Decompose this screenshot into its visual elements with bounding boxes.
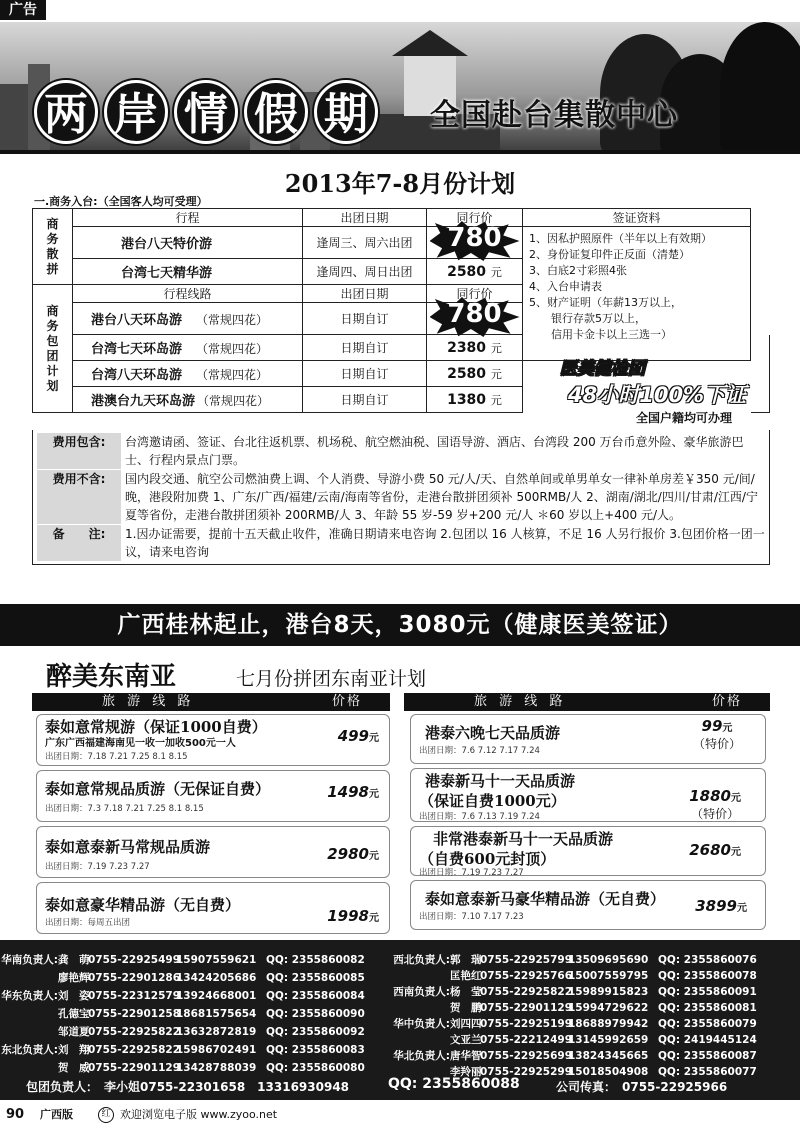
contact-row: 廖艳辉0755-2290128613424205686 QQ: 2355860085 — [58, 972, 365, 984]
visa-doc-item: 5、财产证明（年薪13万以上， — [529, 296, 682, 309]
contact-row: 贺 威0755-2290112913428788039 QQ: 2355860080 — [58, 1062, 365, 1074]
page-footer — [0, 1103, 800, 1126]
tour-card: 非常港泰新马十一天品质游 （自费600元封顶） 出团日期：7.19 7.23 7.27 2680元 — [410, 826, 766, 876]
header-date: 出团日期 — [303, 285, 427, 303]
hero-title-char: 假 — [244, 80, 308, 144]
section-note: 一.商务入台:（全国客人均可受理） — [34, 195, 208, 208]
publisher-logo: 红 — [98, 1107, 114, 1123]
contact-row: 李羚丽0755-2292529915018504908 QQ: 2355860077 — [450, 1066, 757, 1078]
price-burst: 780 — [427, 303, 523, 335]
contacts-panel: 华南负责人:龚 萌0755-2292549915907559621 QQ: 2355860082 廖艳辉0755-2290128613424205686 QQ: 2355860085 华东负责人:刘 姿0755-2231257913924668001 QQ: 2355860084 孔德宝0755-2290125818681575654 QQ: 2355860090 邹道夏0755-2292582213632872819 QQ: 2355860092 东北负责人:刘 翔0755-2292582215986702491 QQ: 2355860083 贺 威0755-2290112913428788039 QQ: 2355860080 西北负责人:郭 瑞0755-2292579913509695690 QQ: 2355860076 匡艳红0755-2292576615007559795 QQ: 2355860078 西南负责人:杨 莹0755-2292582215989915823 QQ: 2355860091 贺 鹏0755-2290112915994729622 QQ: 2355860081 华中负责人:刘四四0755-2292519918688979942 QQ: 2355860079 文亚兰0755-2221249913145992659 QQ: 2419445124 华北负责人:唐华智0755-2292569913824345665 QQ: 2355860087 李羚丽0755-2292529915018504908 QQ: 2355860077 包团负责人： 李小姐0755-22301658 13316930948 QQ: 2355860088 公司传真： 0755-22925966 — [0, 940, 800, 1100]
contact-row: 华北负责人:唐华智0755-2292569913824345665 QQ: 2355860087 — [393, 1050, 757, 1062]
contact-row: 贺 鹏0755-2290112915994729622 QQ: 2355860081 — [450, 1002, 757, 1014]
memorial-roof — [392, 30, 468, 56]
footer-website-text: 欢迎浏览电子版 www.zyoo.net — [120, 1108, 278, 1121]
sea-subtitle: 七月份拼团东南亚计划 — [236, 668, 427, 690]
hero-title-char: 期 — [314, 80, 378, 144]
contact-row: 西北负责人:郭 瑞0755-2292579913509695690 QQ: 2355860076 — [393, 954, 757, 966]
price-cell: 1380 元 — [427, 387, 523, 413]
plan-title: 2013年7-8月份计划 — [284, 169, 516, 198]
price-cell: 2580 元 — [427, 361, 523, 387]
header-visa: 签证资料 — [523, 209, 751, 227]
date-cell: 逢周三、周六出团 — [303, 227, 427, 259]
visa-docs — [523, 227, 751, 361]
fee-included: 费用包含: 台湾邀请函、签证、台北往返机票、机场税、航空燃油税、国语导游、酒店、台湾段 200 万台币意外险、豪华旅游巴士、行程内景点门票。 — [37, 433, 765, 469]
route-cell: 港台八天特价游 — [73, 227, 303, 259]
visa-doc-item: 银行存款5万以上， — [551, 312, 646, 325]
contact-row: 邹道夏0755-2292582213632872819 QQ: 2355860092 — [58, 1026, 365, 1038]
price-cell: 2380 元 — [427, 335, 523, 361]
date-cell: 日期自订 — [303, 303, 427, 335]
date-cell: 日期自订 — [303, 335, 427, 361]
hero-title-char: 情 — [174, 80, 238, 144]
price-burst: 780 — [427, 227, 523, 259]
medical-visa-badge: 医美健检团 48小时100%下证 全国户籍均可办理 — [560, 359, 747, 425]
guangxi-promo-bar: 广西桂林起止，港台8天，3080元（健康医美签证） — [0, 604, 800, 646]
tour-card: 泰如意泰新马常规品质游 出团日期：7.19 7.23 7.27 2980元 — [36, 826, 390, 878]
contact-row: 华南负责人:龚 萌0755-2292549915907559621 QQ: 2355860082 — [1, 954, 365, 966]
header-date: 出团日期 — [303, 209, 427, 227]
tour-card: 泰如意常规游（保证1000自费） 广东广西福建海南见一收一加收500元一人 出团日期：7.18 7.21 7.25 8.1 8.15 499元 — [36, 714, 390, 766]
contact-row: 文亚兰0755-2221249913145992659 QQ: 2419445124 — [450, 1034, 757, 1046]
header-price: 同行价 — [427, 285, 523, 303]
category-business-group: 商 务 包 团 计 划 — [33, 285, 73, 413]
fees-section — [32, 430, 770, 565]
tour-card: 泰如意常规品质游（无保证自费） 出团日期：7.3 7.18 7.21 7.25 8.1 8.15 1498元 — [36, 770, 390, 822]
hero-title-char: 岸 — [104, 80, 168, 144]
visa-doc-item: 4、入台申请表 — [529, 280, 602, 293]
hero-title-char: 两 — [34, 80, 98, 144]
sea-left-header: 旅 游 线 路 价格 — [32, 693, 390, 711]
category-business-scatter: 商 务 散 拼 — [33, 209, 73, 285]
hero-subtitle: 全国赴台集散中心 — [430, 98, 678, 133]
ad-tag: 广告 — [0, 0, 46, 20]
price-cell: 2580 元 — [427, 259, 523, 285]
tour-card: 泰如意豪华精品游（无自费） 出团日期：每周五出团 1998元 — [36, 882, 390, 934]
contact-row: 东北负责人:刘 翔0755-2292582215986702491 QQ: 2355860083 — [1, 1044, 365, 1056]
visa-doc-item: 2、身份证复印件正反面（清楚） — [529, 248, 690, 261]
route-cell: 台湾七天环岛游 （常规四花） — [73, 335, 303, 361]
fee-excluded: 费用不含: 国内段交通、航空公司燃油费上调、个人消费、导游小费 50 元/人/天、自然单间或单男单女一律补单房差￥350 元/间/晚，港段附加费 1、广东/广西/福建/云南/海南等省份，走港台散拼团须补 500RMB/人 2、湖南/湖北/四川/甘肃/江西/宁夏等省份，走港台散拼团须补 200RMB/人 3、年龄 55 岁-59 岁+200 元/人 ＊60 岁以上+400 元/人。 — [37, 470, 765, 524]
route-cell: 台湾七天精华游 — [73, 259, 303, 285]
visa-doc-item: 1、因私护照原件（半年以上有效期） — [529, 232, 712, 245]
route-cell: 港澳台九天环岛游 （常规四花） — [73, 387, 303, 413]
fee-remark: 备 注: 1.因办证需要，提前十五天截止收件，准确日期请来电咨询 2.包团以 16 人核算，不足 16 人另行报价 3.包团价格一团一议，请来电咨询 — [37, 525, 765, 561]
route-cell: 港台八天环岛游 （常规四花） — [73, 303, 303, 335]
page-number: 90 — [6, 1107, 25, 1122]
edition-label: 广西版 — [40, 1108, 73, 1121]
hero-banner — [0, 22, 800, 154]
contact-row: 华中负责人:刘四四0755-2292519918688979942 QQ: 2355860079 — [393, 1018, 757, 1030]
date-cell: 逢周四、周日出团 — [303, 259, 427, 285]
sea-right-header: 旅 游 线 路 价格 — [404, 693, 770, 711]
header-price: 同行价 — [427, 209, 523, 227]
contact-row: 匡艳红0755-2292576615007559795 QQ: 2355860078 — [450, 970, 757, 982]
route-cell: 台湾八天环岛游 （常规四花） — [73, 361, 303, 387]
contact-row: 孔德宝0755-2290125818681575654 QQ: 2355860090 — [58, 1008, 365, 1020]
header-route: 行程 — [73, 209, 303, 227]
header-route: 行程线路 — [73, 285, 303, 303]
tour-card: 港泰新马十一天品质游 （保证自费1000元） 出团日期：7.6 7.13 7.19 7.24 1880元 （特价） — [410, 768, 766, 822]
contact-row: 华东负责人:刘 姿0755-2231257913924668001 QQ: 2355860084 — [1, 990, 365, 1002]
visa-doc-item: 3、白底2寸彩照4张 — [529, 264, 627, 277]
date-cell: 日期自订 — [303, 387, 427, 413]
visa-doc-item: 信用卡金卡以上三选一） — [551, 328, 672, 341]
sea-title: 醉美东南亚 — [46, 662, 177, 692]
date-cell: 日期自订 — [303, 361, 427, 387]
contact-row: 西南负责人:杨 莹0755-2292582215989915823 QQ: 2355860091 — [393, 986, 757, 998]
tour-card: 港泰六晚七天品质游 出团日期：7.6 7.12 7.17 7.24 99元 （特价） — [410, 714, 766, 764]
tour-card: 泰如意泰新马豪华精品游（无自费） 出团日期：7.10 7.17 7.23 3899元 — [410, 880, 766, 930]
